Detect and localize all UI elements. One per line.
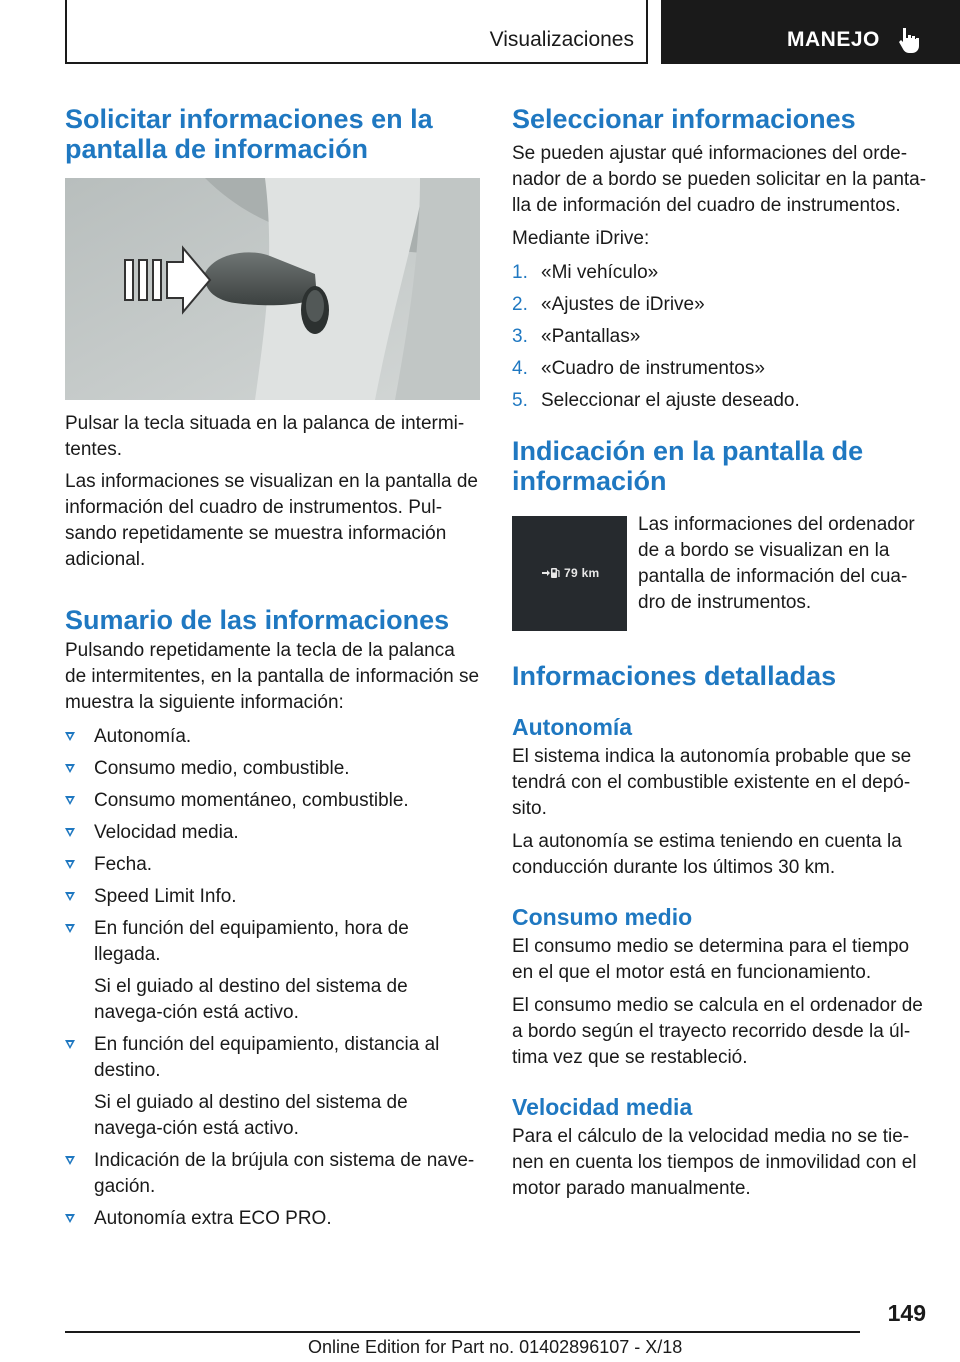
idrive-steps-list [512,260,927,414]
display-caption [638,512,928,616]
hand-pointer-icon [897,26,923,54]
bullet-triangle-icon [65,796,75,805]
list-item [65,820,480,846]
paragraph-pulsar-tecla: Pulsar la tecla situada en la palanca de intermi‐tentes. [65,413,465,460]
step-text: «Cuadro de instrumentos» [541,358,765,379]
list-item [65,1148,480,1200]
list-item-text: En función del equipamiento, hora de llegada. [94,918,409,965]
list-item [65,756,480,782]
paragraph-consumo-1: El consumo medio se determina para el tiempo en el que el motor está en funcionamiento. [512,936,910,983]
list-item-text: Velocidad media. [94,822,239,843]
bullet-triangle-icon [65,1214,75,1223]
list-item-text: En función del equipamiento, distancia al destino. [94,1034,440,1081]
bullet-triangle-icon [65,764,75,773]
step-text: Seleccionar el ajuste deseado. [541,390,800,411]
step-text: «Ajustes de iDrive» [541,294,705,315]
list-item [65,1032,480,1142]
heading-seleccionar-informaciones: Seleccionar informaciones [512,104,856,134]
list-item [65,884,480,910]
list-item [65,916,480,1026]
paragraph-se-pueden-ajustar: Se pueden ajustar qué informaciones del orde‐nador de a bordo se pueden solicitar en la panta‐lla de información del cuadro de instrumentos. [512,143,927,216]
paragraph-mediante-idrive: Mediante iDrive: [512,228,650,249]
footer-edition: Online Edition for Part no. 01402896107 - X/18 [308,1337,683,1357]
step-text: «Mi vehículo» [541,262,659,283]
step-item [512,324,927,350]
left-body [65,411,480,1232]
list-item-text: Speed Limit Info. [94,886,237,907]
list-item [65,724,480,750]
step-number: 1. [512,262,528,283]
bullet-triangle-icon [65,924,75,933]
paragraph-consumo-2: El consumo medio se calcula en el ordenador de a bordo según el trayecto recorrido desde la úl‐tima vez que se restableció. [512,995,923,1068]
list-item-text: Autonomía. [94,726,192,747]
turn-signal-lever-illustration [65,178,480,400]
left-section-1 [65,104,480,164]
subheading-autonomia: Autonomía [512,714,633,740]
bullet-triangle-icon [65,1156,75,1165]
page-number: 149 [887,1300,926,1326]
paragraph-ordenador-visualizan: Las informaciones del ordenador de a bordo se visualizan en la pantalla de información del cua‐dro de instrumentos. [638,514,915,613]
list-item-text: Fecha. [94,854,153,875]
step-item [512,292,927,318]
list-item [65,788,480,814]
bullet-triangle-icon [65,860,75,869]
list-item-note: Si el guiado al destino del sistema de navega‐ción está activo. [94,1092,408,1139]
step-number: 5. [512,390,528,411]
display-range-image [512,516,627,631]
bullet-triangle-icon [65,1040,75,1049]
header-chapter-label: MANEJO [787,28,880,51]
turn-signal-lever-button-illustration [65,178,480,400]
right-top [512,104,927,496]
subheading-consumo-medio: Consumo medio [512,904,693,930]
paragraph-autonomia-2: La autonomía se estima teniendo en cuenta la conducción durante los últimos 30 km. [512,831,902,878]
bullet-triangle-icon [65,892,75,901]
paragraph-velocidad: Para el cálculo de la velocidad media no se tie‐nen en cuenta los tiempos de inmovilidad con el motor parado manualmente. [512,1126,917,1199]
step-number: 2. [512,294,528,315]
header-section-title: Visualizaciones [489,28,634,51]
list-item-text: Consumo momentáneo, combustible. [94,790,409,811]
header-chapter-tab [661,0,960,64]
right-details [512,661,927,1202]
heading-informaciones-detalladas: Informaciones detalladas [512,661,837,691]
paragraph-autonomia-1: El sistema indica la autonomía probable que se tendrá con el combustible existente en el depó‐sito. [512,746,912,819]
step-item [512,356,927,382]
step-number: 3. [512,326,528,347]
heading-indicacion-pantalla: Indicación en la pantalla de información [512,436,864,496]
list-item-text: Consumo medio, combustible. [94,758,350,779]
step-item [512,388,927,414]
list-item [65,852,480,878]
step-text: «Pantallas» [541,326,641,347]
bullet-triangle-icon [65,828,75,837]
subheading-velocidad-media: Velocidad media [512,1094,693,1120]
paragraph-informaciones-visualizan: Las informaciones se visualizan en la pantalla de información del cuadro de instrumentos. Pul‐sando repetidamente se muestra información adicional. [65,471,478,570]
paragraph-pulsando-repetidamente: Pulsando repetidamente la tecla de la palanca de intermitentes, en la pantalla de información se muestra la siguiente información: [65,640,480,713]
list-item-text: Indicación de la brújula con sistema de nave‐gación. [94,1150,475,1197]
list-item [65,1206,480,1232]
step-number: 4. [512,358,528,379]
range-fuel-icon [542,567,560,579]
info-bullet-list [65,724,480,1232]
list-item-note: Si el guiado al destino del sistema de navega‐ción está activo. [94,976,408,1023]
list-item-text: Autonomía extra ECO PRO. [94,1208,332,1229]
footer-divider [65,1331,860,1333]
bullet-triangle-icon [65,732,75,741]
display-range-value: 79 km [564,566,600,580]
heading-sumario: Sumario de las informaciones [65,605,450,635]
heading-solicitar-informaciones: Solicitar informaciones en la pantalla de información [65,104,433,164]
step-item [512,260,927,286]
